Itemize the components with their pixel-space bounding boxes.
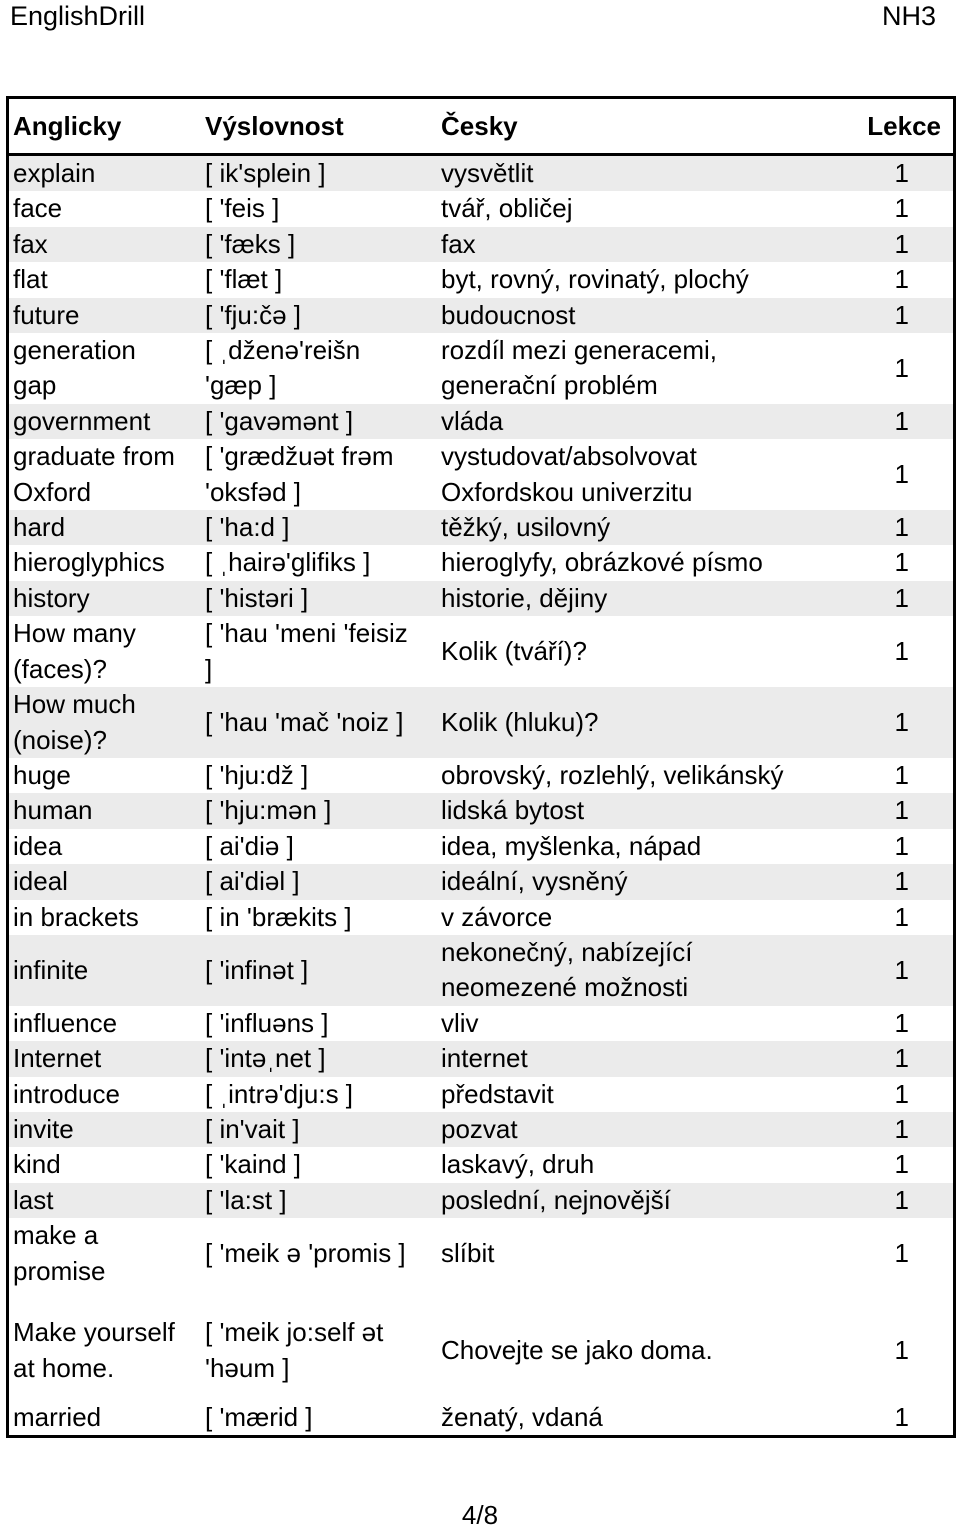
table-row [9, 262, 953, 297]
table-row [9, 191, 953, 226]
lesson-cell: 1 [857, 191, 953, 226]
lesson-cell: 1 [857, 227, 953, 262]
czech-cell: ideální, vysněný [437, 864, 857, 899]
table-row [9, 1041, 953, 1076]
vocabulary-table [6, 96, 956, 1438]
table-row [9, 439, 953, 510]
czech-cell: poslední, nejnovější [437, 1183, 857, 1218]
pronunciation-cell: [ 'hju:dž ] [201, 758, 437, 793]
english-cell: married [9, 1400, 201, 1435]
czech-cell: fax [437, 227, 857, 262]
lesson-cell: 1 [857, 1006, 953, 1041]
czech-cell: Kolik (tváří)? [437, 616, 857, 687]
czech-cell: představit [437, 1077, 857, 1112]
table-row [9, 1218, 953, 1301]
table-row [9, 758, 953, 793]
czech-cell: budoucnost [437, 298, 857, 333]
lesson-cell: 1 [857, 404, 953, 439]
english-cell: history [9, 581, 201, 616]
english-cell: government [9, 404, 201, 439]
english-cell: face [9, 191, 201, 226]
english-cell: huge [9, 758, 201, 793]
pronunciation-cell: [ 'meik jo:self ət 'həum ] [201, 1301, 437, 1400]
english-cell: future [9, 298, 201, 333]
table-row [9, 1147, 953, 1182]
english-cell: introduce [9, 1077, 201, 1112]
english-cell: invite [9, 1112, 201, 1147]
lesson-cell: 1 [857, 829, 953, 864]
pronunciation-cell: [ in'vait ] [201, 1112, 437, 1147]
czech-cell: vliv [437, 1006, 857, 1041]
pronunciation-cell: [ ik'splein ] [201, 155, 437, 192]
pronunciation-cell: [ 'feis ] [201, 191, 437, 226]
czech-cell: pozvat [437, 1112, 857, 1147]
table-row [9, 1077, 953, 1112]
english-cell: influence [9, 1006, 201, 1041]
column-header-pronunciation: Výslovnost [201, 99, 437, 155]
lesson-cell: 1 [857, 687, 953, 758]
lesson-cell: 1 [857, 262, 953, 297]
table-row [9, 227, 953, 262]
english-cell: How much (noise)? [9, 687, 201, 758]
lesson-cell: 1 [857, 510, 953, 545]
table-row [9, 1112, 953, 1147]
pronunciation-cell: [ 'hju:mən ] [201, 793, 437, 828]
english-cell: last [9, 1183, 201, 1218]
english-cell: ideal [9, 864, 201, 899]
english-cell: graduate from Oxford [9, 439, 201, 510]
english-cell: hieroglyphics [9, 545, 201, 580]
pronunciation-cell: [ 'fæks ] [201, 227, 437, 262]
table-row [9, 900, 953, 935]
table-row [9, 616, 953, 687]
table-row [9, 333, 953, 404]
pronunciation-cell: [ 'kaind ] [201, 1147, 437, 1182]
czech-cell: rozdíl mezi generacemi, generační problém [437, 333, 857, 404]
pronunciation-cell: [ 'histəri ] [201, 581, 437, 616]
table-row [9, 864, 953, 899]
pronunciation-cell: [ 'infinət ] [201, 935, 437, 1006]
table-row [9, 793, 953, 828]
english-cell: fax [9, 227, 201, 262]
czech-cell: vysvětlit [437, 155, 857, 192]
lesson-cell: 1 [857, 439, 953, 510]
english-cell: kind [9, 1147, 201, 1182]
pronunciation-cell: [ 'meik ə 'promis ] [201, 1218, 437, 1301]
lesson-cell: 1 [857, 581, 953, 616]
lesson-cell: 1 [857, 758, 953, 793]
pronunciation-cell: [ 'intəˌnet ] [201, 1041, 437, 1076]
czech-cell: obrovský, rozlehlý, velikánský [437, 758, 857, 793]
pronunciation-cell: [ 'hau 'meni 'feisiz ] [201, 616, 437, 687]
app-title: EnglishDrill [10, 1, 146, 31]
lesson-cell: 1 [857, 545, 953, 580]
czech-cell: v závorce [437, 900, 857, 935]
english-cell: Internet [9, 1041, 201, 1076]
czech-cell: byt, rovný, rovinatý, plochý [437, 262, 857, 297]
english-cell: make a promise [9, 1218, 201, 1301]
lesson-cell: 1 [857, 793, 953, 828]
table-row [9, 155, 953, 192]
pronunciation-cell: [ 'flæt ] [201, 262, 437, 297]
english-cell: flat [9, 262, 201, 297]
pronunciation-cell: [ 'la:st ] [201, 1183, 437, 1218]
lesson-cell: 1 [857, 1400, 953, 1435]
lesson-cell: 1 [857, 864, 953, 899]
pronunciation-cell: [ 'fju:čə ] [201, 298, 437, 333]
column-header-lesson: Lekce [857, 99, 953, 155]
czech-cell: hieroglyfy, obrázkové písmo [437, 545, 857, 580]
pronunciation-cell: [ 'hau 'mač 'noiz ] [201, 687, 437, 758]
pronunciation-cell: [ 'gavəmənt ] [201, 404, 437, 439]
table-row [9, 581, 953, 616]
page-number: 4/8 [461, 1500, 499, 1530]
pronunciation-cell: [ 'grædžuət frəm 'oksfəd ] [201, 439, 437, 510]
pronunciation-cell: [ 'ha:d ] [201, 510, 437, 545]
czech-cell: vystudovat/absolvovat Oxfordskou univerzitu [437, 439, 857, 510]
czech-cell: Chovejte se jako doma. [437, 1301, 857, 1400]
table-row [9, 1301, 953, 1400]
lesson-cell: 1 [857, 1077, 953, 1112]
table-row [9, 510, 953, 545]
pronunciation-cell: [ ai'diə ] [201, 829, 437, 864]
table-row [9, 404, 953, 439]
lesson-cell: 1 [857, 900, 953, 935]
pronunciation-cell: [ ˌhairə'glifiks ] [201, 545, 437, 580]
lesson-cell: 1 [857, 1301, 953, 1400]
pronunciation-cell: [ 'mærid ] [201, 1400, 437, 1435]
english-cell: How many (faces)? [9, 616, 201, 687]
table-row [9, 1400, 953, 1435]
czech-cell: laskavý, druh [437, 1147, 857, 1182]
lesson-cell: 1 [857, 1147, 953, 1182]
lesson-cell: 1 [857, 1183, 953, 1218]
english-cell: human [9, 793, 201, 828]
english-cell: explain [9, 155, 201, 192]
czech-cell: slíbit [437, 1218, 857, 1301]
czech-cell: těžký, usilovný [437, 510, 857, 545]
pronunciation-cell: [ 'influəns ] [201, 1006, 437, 1041]
czech-cell: ženatý, vdaná [437, 1400, 857, 1435]
pronunciation-cell: [ in 'brækits ] [201, 900, 437, 935]
english-cell: generation gap [9, 333, 201, 404]
english-cell: hard [9, 510, 201, 545]
czech-cell: idea, myšlenka, nápad [437, 829, 857, 864]
english-cell: infinite [9, 935, 201, 1006]
table-row [9, 298, 953, 333]
czech-cell: tvář, obličej [437, 191, 857, 226]
pronunciation-cell: [ ai'diəl ] [201, 864, 437, 899]
lesson-cell: 1 [857, 935, 953, 1006]
english-cell: Make yourself at home. [9, 1301, 201, 1400]
lesson-cell: 1 [857, 333, 953, 404]
lesson-cell: 1 [857, 1041, 953, 1076]
lesson-cell: 1 [857, 1218, 953, 1301]
czech-cell: Kolik (hluku)? [437, 687, 857, 758]
czech-cell: internet [437, 1041, 857, 1076]
table-header-row [9, 99, 953, 155]
table-row [9, 545, 953, 580]
english-cell: in brackets [9, 900, 201, 935]
document-code: NH3 [881, 1, 936, 31]
czech-cell: vláda [437, 404, 857, 439]
table-row [9, 1183, 953, 1218]
table-row [9, 935, 953, 1006]
czech-cell: lidská bytost [437, 793, 857, 828]
pronunciation-cell: [ ˌintrə'dju:s ] [201, 1077, 437, 1112]
english-cell: idea [9, 829, 201, 864]
table-row [9, 829, 953, 864]
lesson-cell: 1 [857, 1112, 953, 1147]
table-row [9, 1006, 953, 1041]
table-body [9, 155, 953, 1436]
column-header-english: Anglicky [9, 99, 201, 155]
pronunciation-cell: [ ˌdženə'reišn 'gæp ] [201, 333, 437, 404]
table-row [9, 687, 953, 758]
lesson-cell: 1 [857, 298, 953, 333]
czech-cell: historie, dějiny [437, 581, 857, 616]
czech-cell: nekonečný, nabízející neomezené možnosti [437, 935, 857, 1006]
lesson-cell: 1 [857, 155, 953, 192]
lesson-cell: 1 [857, 616, 953, 687]
column-header-czech: Česky [437, 99, 857, 155]
